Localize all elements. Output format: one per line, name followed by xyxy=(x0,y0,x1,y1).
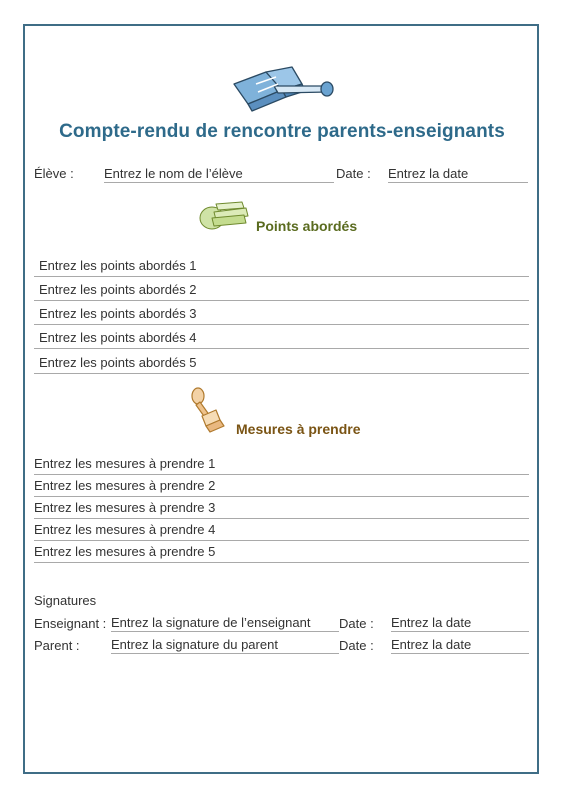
teacher-label: Enseignant : xyxy=(34,616,107,631)
points-item-1[interactable]: Entrez les points abordés 1 xyxy=(34,255,529,277)
books-and-diploma-icon xyxy=(228,64,338,114)
teacher-signature-field[interactable]: Entrez la signature de l’enseignant xyxy=(111,613,339,632)
date-field[interactable]: Entrez la date xyxy=(388,164,528,183)
actions-item-4[interactable]: Entrez les mesures à prendre 4 xyxy=(34,519,529,541)
points-heading: Points abordés xyxy=(256,218,358,234)
points-item-5[interactable]: Entrez les points abordés 5 xyxy=(34,352,529,374)
points-item-2[interactable]: Entrez les points abordés 2 xyxy=(34,279,529,301)
stamp-icon xyxy=(186,386,230,436)
actions-item-5[interactable]: Entrez les mesures à prendre 5 xyxy=(34,541,529,563)
student-name-field[interactable]: Entrez le nom de l’élève xyxy=(104,164,334,183)
page-title: Compte-rendu de rencontre parents-enseignants xyxy=(59,121,505,142)
teacher-date-label: Date : xyxy=(339,616,374,631)
points-item-4[interactable]: Entrez les points abordés 4 xyxy=(34,327,529,349)
parent-signature-field[interactable]: Entrez la signature du parent xyxy=(111,635,339,654)
teacher-date-field[interactable]: Entrez la date xyxy=(391,613,529,632)
stack-of-books-icon xyxy=(198,198,252,232)
parent-date-label: Date : xyxy=(339,638,374,653)
actions-item-2[interactable]: Entrez les mesures à prendre 2 xyxy=(34,475,529,497)
parent-date-field[interactable]: Entrez la date xyxy=(391,635,529,654)
actions-item-3[interactable]: Entrez les mesures à prendre 3 xyxy=(34,497,529,519)
signatures-heading: Signatures xyxy=(34,593,97,608)
points-item-3[interactable]: Entrez les points abordés 3 xyxy=(34,303,529,325)
actions-item-1[interactable]: Entrez les mesures à prendre 1 xyxy=(34,453,529,475)
parent-label: Parent : xyxy=(34,638,80,653)
actions-heading: Mesures à prendre xyxy=(236,421,361,437)
student-label: Élève : xyxy=(34,166,74,181)
date-label: Date : xyxy=(336,166,371,181)
